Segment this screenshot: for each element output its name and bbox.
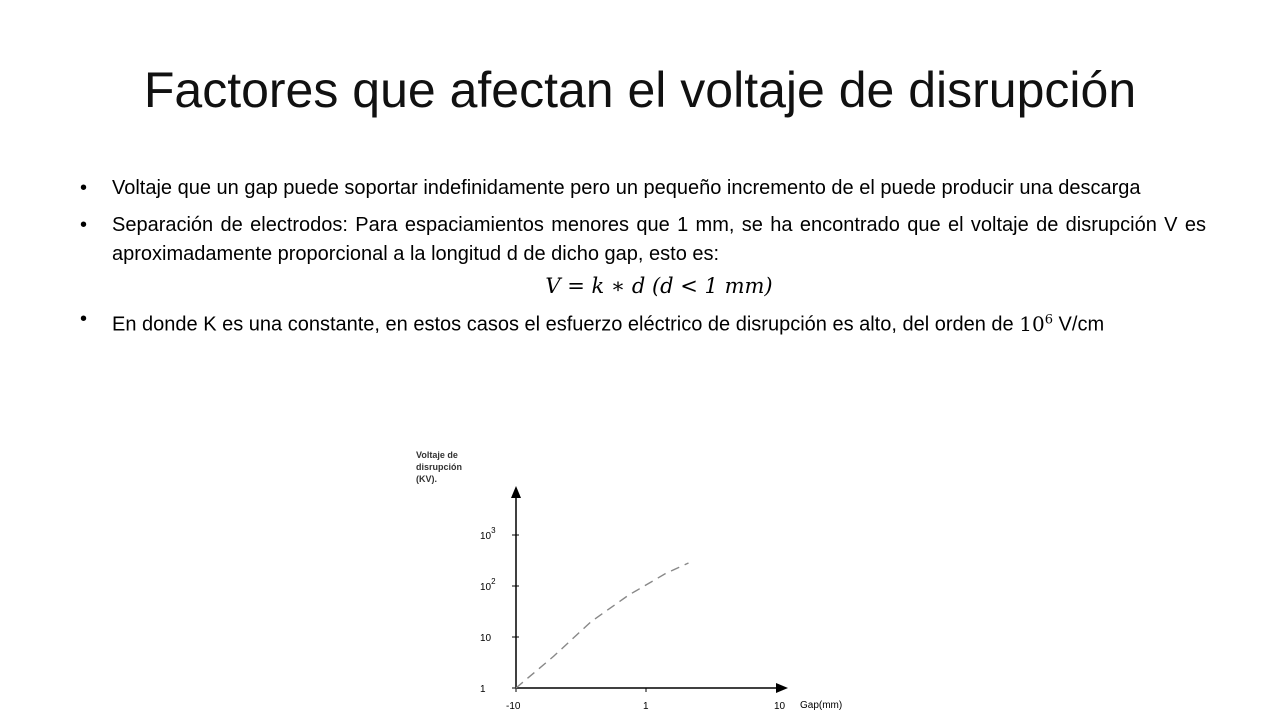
x-ticks	[506, 688, 786, 712]
bullet-dot: •	[80, 308, 88, 330]
y-tick-label: 10	[480, 633, 492, 644]
y-tick-label: $10^3$	[480, 526, 496, 542]
math-power	[1019, 312, 1053, 336]
slide-title: Factores que afectan el voltaje de disrupción	[143, 62, 1137, 118]
y-tick-label: 1	[480, 684, 486, 695]
x-tick-label: 10	[774, 701, 786, 712]
bullet-dot: •	[80, 214, 88, 236]
formula: V = k ∗ d (d < 1 mm)	[545, 274, 773, 298]
y-tick-label: $10^2$	[480, 577, 496, 593]
y-axis-title-line: Voltaje de	[416, 450, 458, 460]
y-axis-title-line: (KV).	[416, 474, 437, 484]
bullet-list	[80, 174, 1206, 348]
x-tick-label: 1	[643, 701, 649, 712]
series-line	[516, 563, 689, 688]
x-tick-label: -10	[506, 701, 521, 712]
y-axis-title-line: disrupción	[416, 462, 463, 472]
bullet-text: Voltaje que un gap puede soportar indefinidamente pero un pequeño incremento de el puede producir una descarga	[112, 177, 1141, 199]
data-series	[516, 563, 689, 688]
bullet-text: Separación de electrodos: Para espaciamientos menores que 1 mm, se ha encontrado que el voltaje de disrupción V es aproximadamente proporcional a la longitud d de dicho gap, esto es:	[112, 214, 1206, 265]
x-axis-title: Gap(mm)	[800, 700, 843, 711]
bullet-item	[80, 174, 1206, 203]
bullet-dot: •	[80, 177, 88, 199]
bullet-item	[80, 305, 1206, 340]
math-exponent: 6	[1044, 312, 1053, 327]
bullet-text: En donde K es una constante, en estos casos el esfuerzo eléctrico de disrupción es alto, del orden de	[112, 313, 1014, 336]
y-axis-label	[416, 450, 462, 484]
y-ticks	[480, 526, 519, 695]
bullet-item	[80, 211, 1206, 269]
bullet-unit: V/cm	[1052, 313, 1105, 336]
breakdown-voltage-chart	[408, 446, 860, 720]
y-axis-arrow	[511, 486, 521, 498]
math-base: 10	[1019, 311, 1045, 336]
